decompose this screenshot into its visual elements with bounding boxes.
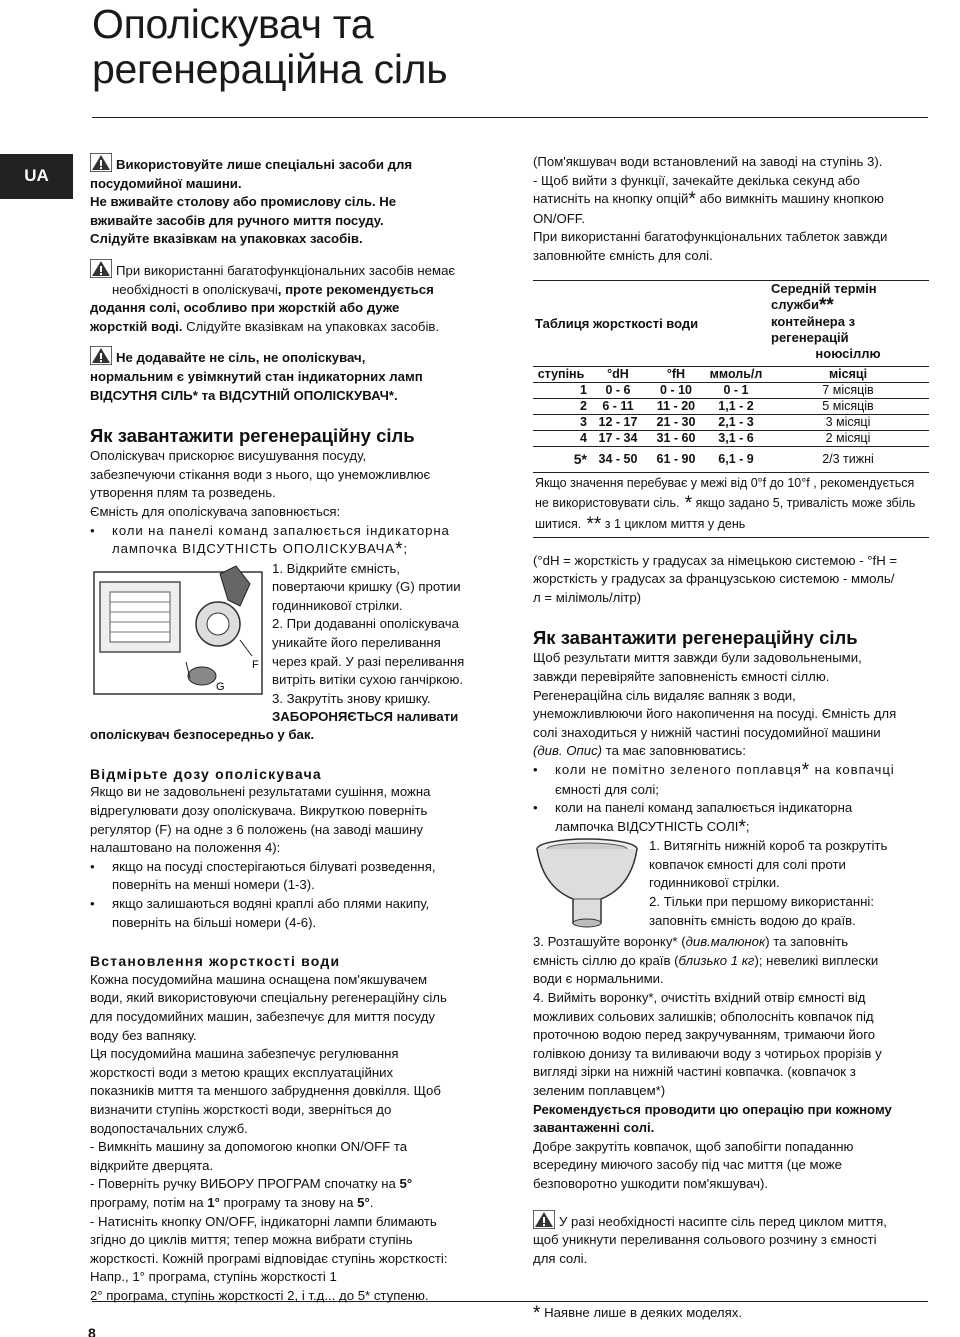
rinse-aid-figure-block <box>90 560 490 708</box>
footnote: * Наявне лише в деяких моделях. <box>533 1303 743 1325</box>
salt-intro: Щоб результати миття завжди були задовольнеными, завжди перевіряйте заповненість ємності сіллю. Регенераційна сіль видаляє вапняк з води, унеможливлюючи його накопичення на посуді. Ємність для солі знаходиться у нижній частині посудомийної машини (див. Опис) та має заповнюватись: <box>533 650 897 759</box>
warning-salt-before-cycle: У разі необхідності насипте сіль перед циклом миття, щоб уникнути переливання сольового розчину з ємності для солі. <box>533 1210 933 1269</box>
funnel-illustration <box>533 837 641 933</box>
warning-icon <box>90 153 112 172</box>
salt-figure-block <box>533 837 933 933</box>
rinse-forbid-2: ополіскувач безпосередньо у бак. <box>90 727 315 743</box>
rinse-aid-intro: Ополіскувач прискорює висушування посуду, забезпечуючи стікання води з нього, що унеможливлює утворення плям та розведень. Ємність для ополіскувача заповнюється: <box>90 448 431 519</box>
table-note: Якщо значення перебуває у межі від 0°f до 10°f , рекомендується не використовувати сіль. * якщо задано 5, тривалість може збіль шитися. ** з 1 циклом миття у день <box>535 475 916 535</box>
right-column <box>533 153 933 1324</box>
dose-heading: Відмірьте дозу ополіскувача <box>90 765 322 782</box>
rinse-aid-dispenser-illustration <box>90 562 266 708</box>
table-title: Таблиця жорсткості води <box>535 315 699 331</box>
table-row: 5* 34 - 50 61 - 90 6,1 - 9 2/3 тижні <box>533 446 929 472</box>
warning-detergents: Використовуйте лише спеціальні засоби для посудомийної машини. Не вживайте столову або промислову сіль. Не вживайте засобів для ручного миття посуду. Слідуйте вказівкам на упаковках засобів. <box>90 153 490 249</box>
hardness-table <box>533 280 929 538</box>
rinse-aid-steps: 1. Відкрийте ємність, повертаючи кришку (G) протии годинникової стрілки. 2. При додаванні ополіскувача уникайте його переливання через край. У разі переливання витріть витіки сухою ганчіркою. 3. Закрутіть знову кришку. <box>272 560 465 706</box>
table-row: 2 6 - 11 11 - 20 1,1 - 2 5 місяців <box>533 398 929 414</box>
salt-bullets: • коли не помітно зеленого поплавця* на ковпачці ємності для солі; • коли на панелі команд запалюється індикаторна лампочка ВІДСУТНІСТЬ СОЛІ*; <box>533 761 933 837</box>
warning-no-salt: Не додавайте не сіль, не ополіскувач, нормальним є увімкнутий стан індикаторних ламп ВІДСУТНЯ СІЛЬ* та ВІДСУТНІЙ ОПОЛІСКУВАЧ*. <box>90 346 490 405</box>
softener-intro: (Пом'якшувач води встановлений на заводі на ступінь 3). - Щоб вийти з функції, зачекайте декілька секунд або натисніть на кнопку опцій* або вимкніть машину кнопкою ON/OFF. При використанні багатофункціональних таблеток завжди заповнюйте ємність для солі. <box>533 154 888 263</box>
warning-multifunction: При використанні багатофункціональних засобів немає необхідності в ополіскувачі, проте рекомендується додання солі, особливо при жорсткій або дуже жорсткій воді. Слідуйте вказівкам на упаковках засобів. <box>90 259 490 336</box>
table-header-row: ступінь °dH °fH ммоль/л місяці <box>533 366 929 382</box>
warning-icon <box>90 259 112 278</box>
language-tab: UA <box>0 154 73 199</box>
dose-text: Якщо ви не задовольнені результатами сушіння, можна відрегулювати дозу ополіскувача. Викруткою поверніть регулятор (F) на одне з 6 положень (на заводі машину налаштовано на положення 4): • якщо на посуді спостерігаються білуваті розведення, поверніть на менші номери (1-3). • якщо залишаються водяні краплі або плями накипу, поверніть на більші номери (4-6). <box>90 783 490 932</box>
page-number: 8 <box>88 1325 96 1337</box>
top-rule <box>92 117 928 118</box>
hardness-heading: Встановлення жорсткості води <box>90 953 341 970</box>
hardness-text: Кожна посудомийна машина оснащена пом'якшувачем води, який використовуючи спеціальну регенераційну сіль для посудомийних машин, забезпечує для миття посуду воду без вапняку. Ця посудомийна машина забезпечує регулювання жорсткості води з метою кращих експлуатаційних показників миття та меншого забруднення довкілля. Щоб визначити ступінь жорсткості води, зверніться до водопостачальних служб. - Вимкніть машину за допомогою кнопки ON/OFF та відкрийте дверцята. - Поверніть ручку ВИБОРУ ПРОГРАМ спочатку на 5° програму, потім на 1° програму та знову на 5°. - Натисніть кнопку ON/OFF, індикаторні лампи блимають згідно до циклів миття; тепер можна вибрати ступінь жорсткості. Кожній програмі відповідає ступінь жорсткості: Напр., 1° програма, ступінь жорсткості 1 2° програма, ступінь жорсткості 2, і т.д... до 5* ступеню. <box>90 971 448 1303</box>
warning-icon <box>90 346 112 365</box>
rinse-aid-bullet: • коли на панелі команд запалюється індикаторна лампочка ВІДСУТНІСТЬ ОПОЛІСКУВАЧА*; <box>90 522 490 560</box>
salt-heading: Як завантажити регенераційну сіль <box>533 627 858 649</box>
table-row: 4 17 - 34 31 - 60 3,1 - 6 2 місяці <box>533 430 929 446</box>
warning-icon <box>533 1210 555 1229</box>
rinse-aid-heading: Як завантажити регенераційну сіль <box>90 425 415 447</box>
figure-label-g: G <box>216 680 225 693</box>
salt-steps: 1. Витягніть нижній короб та розкрутіть ковпачок ємності для солі проти годинникової стрілки. 2. Тільки при першому використанні: заповніть ємність водою до країв. <box>649 838 888 928</box>
left-column <box>90 153 490 1306</box>
salt-instructions: 3. Розташуйте воронку* (див.малюнок) та заповніть ємність сіллю до країв (близько 1 кг); невеликі виплески води є нормальними. 4. Вийміть воронку*, очистіть вхідний отвір ємності від можливих сольових залишків; обполосніть ковпачок під проточною водою перед закручуванням, тримаючи його голівкою донизу та виливаючи воду з чотирьох прорізів у вигляді зірки на нижній частині ковпачка. (ковпачок з зеленим поплавцем*) Рекомендується проводити цю операцію при кожному завантаженні солі. Добре закрутіть ковпачок, щоб запобігти попаданню всередину миючого засобу під час миття (це може безповоротно ушкодити пом'якшувач). <box>533 934 892 1191</box>
page-title: Ополіскувач та регенераційна сіль <box>92 1 448 92</box>
units-explanation: (°dH = жорсткість у градусах за німецькою системою - °fH = жорсткість у градусах за французською системою - ммоль/ л = мілімоль/літр) <box>533 552 898 605</box>
table-row: 3 12 - 17 21 - 30 2,1 - 3 3 місяці <box>533 414 929 430</box>
table-row: 1 0 - 6 0 - 10 0 - 1 7 місяців <box>533 382 929 398</box>
table-service-life: Середній термін служби** контейнера з регенерацій ноюсіллю <box>771 280 881 361</box>
figure-label-f: F <box>252 658 259 671</box>
rinse-forbid-1: ЗАБОРОНЯЄТЬСЯ наливати <box>272 708 459 724</box>
